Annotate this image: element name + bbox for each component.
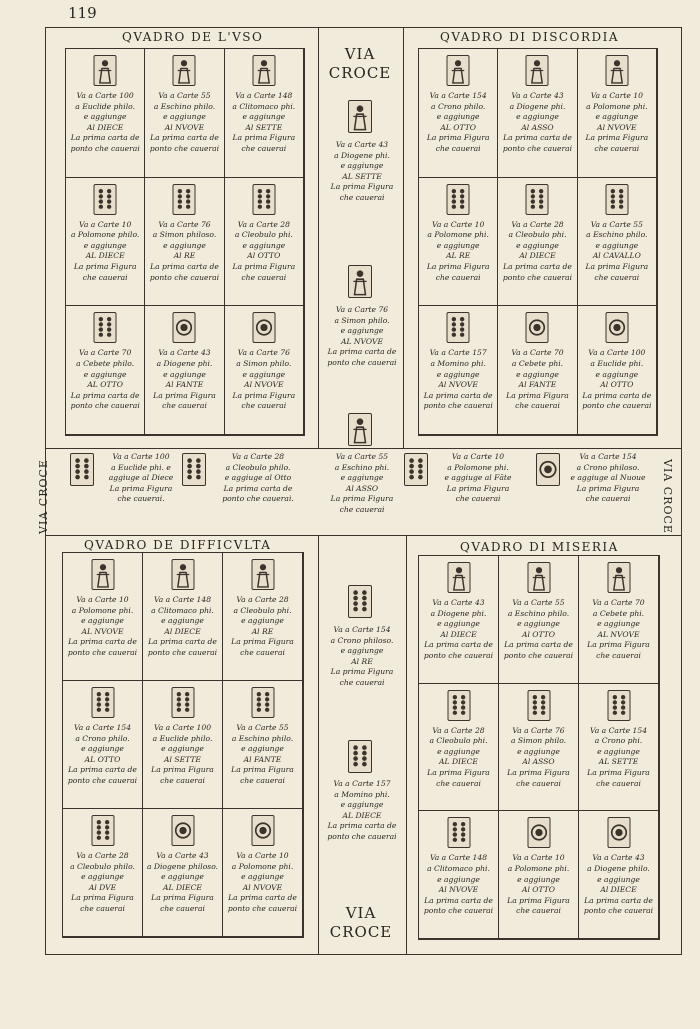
cell-text: Va a Carte 100 a Euclide phi. e aggiunge Al OTTO La prima carta de ponto che cauerai xyxy=(582,348,652,411)
cell-card-entry xyxy=(63,681,143,809)
cell-text: Va a Carte 10 a Polomone phi. e aggiunge Al NVOVE La prima Figura che cauerai xyxy=(585,91,649,153)
figure-card-icon xyxy=(526,55,549,86)
figure-card-icon xyxy=(173,55,196,86)
divider-right-col xyxy=(403,27,404,448)
cell-text: Va a Carte 43 a Diogene phi. e aggiunge Al DIECE La prima carta de ponto che cauerai xyxy=(423,598,494,660)
cell-card-entry xyxy=(419,306,498,435)
quadro-title-difficulta: QVADRO DE DIFFICVLTA xyxy=(84,538,272,552)
cell-text: Va a Carte 148 a Clitomaco phi. e aggiunge Al SETTE La prima Figura che cauerai xyxy=(232,91,296,153)
center-card-2 xyxy=(348,265,372,298)
cell-card-entry xyxy=(66,178,145,307)
cell-text: Va a Carte 76 a Simon philo. e aggiunge Al ASSO La prima Figura che cauerai xyxy=(507,725,570,788)
cell-card-entry xyxy=(223,681,303,809)
divider-left-col-b xyxy=(318,535,319,955)
figure-card-icon xyxy=(447,55,470,86)
dot-card-icon xyxy=(605,184,628,215)
cell-card-entry xyxy=(145,178,224,307)
cell-card-entry xyxy=(419,684,499,812)
cell-text: Va a Carte 55 a Eschino philo. e aggiunge Al NVOVE La prima carta de ponto che cauerai xyxy=(149,91,220,153)
quadro-title-uso: QVADRO DE L'VSO xyxy=(122,30,264,44)
cell-text: Va a Carte 10 a Polomone phi. e aggiunge Al NVOVE La prima carta de ponto che cauerai xyxy=(227,851,298,913)
via-croce-bottom: VIA CROCE xyxy=(329,904,393,941)
band-card-5 xyxy=(536,453,560,486)
cell-card-entry xyxy=(225,49,304,178)
cell-card-entry xyxy=(498,49,577,178)
dot-card-icon xyxy=(447,690,470,721)
coin-card-icon xyxy=(607,817,630,848)
cell-text: Va a Carte 148 a Clitomaco phi. e aggiunge Al DIECE La prima carta de ponto che cauerai xyxy=(147,595,218,657)
cell-text: Va a Carte 28 a Cleobulo phi. e aggiunge AL DIECE La prima Figura che cauerai xyxy=(427,725,490,788)
divider-left-col xyxy=(318,27,319,448)
cell-card-entry xyxy=(63,553,143,681)
divider-top xyxy=(45,448,682,449)
cell-text: Va a Carte 43 a Diogene philoso. e aggiunge AL DIECE La prima Figura che cauerai xyxy=(146,851,219,913)
dot-card-icon xyxy=(526,184,549,215)
band-text-4: Va a Carte 10 a Polomone phi. e aggiuge al Fāte La prima Figura che cauerai xyxy=(444,452,512,504)
cell-text: Va a Carte 28 a Cleobulo phi. e aggiunge Al OTTO La prima Figura che cauerai xyxy=(232,219,296,282)
dot-card-icon xyxy=(251,687,274,718)
cell-text: Va a Carte 28 a Cleobulo phi. e aggiunge Al RE La prima Figura che cauerai xyxy=(231,595,294,657)
figure-card-icon xyxy=(447,562,470,593)
dot-card-icon xyxy=(94,312,117,343)
cell-card-entry xyxy=(225,178,304,307)
cell-card-entry xyxy=(145,306,224,435)
cell-text: Va a Carte 76 a Simon philoso. e aggiunge Al RE La prima carta de ponto che cauerai xyxy=(149,219,220,282)
dot-card-icon xyxy=(252,184,275,215)
cell-text: Va a Carte 148 a Clitomaco phi. e aggiunge Al NVOVE La prima carta de ponto che cauerai xyxy=(423,853,494,916)
quadro-grid-miseria xyxy=(418,555,660,940)
quadro-title-discordia: QVADRO DI DISCORDIA xyxy=(440,30,620,44)
cell-text: Va a Carte 43 a Diogene philo. e aggiunge Al DIECE La prima carta de ponto che cauerai xyxy=(583,853,654,916)
cell-card-entry xyxy=(143,809,223,937)
quadro-title-miseria: QVADRO DI MISERIA xyxy=(460,540,619,554)
center-card-3 xyxy=(348,413,372,446)
cell-text: Va a Carte 55 a Eschino philo. e aggiunge Al CAVALLO La prima Figura che cauerai xyxy=(585,219,649,282)
cell-card-entry xyxy=(578,306,657,435)
coin-card-icon xyxy=(252,312,275,343)
dot-card-icon xyxy=(447,184,470,215)
cell-card-entry xyxy=(419,49,498,178)
cell-card-entry xyxy=(145,49,224,178)
band-text-1: Va a Carte 100 a Euclide phi. e aggiuge al Diece La prima Figura che cauerai. xyxy=(108,452,174,504)
coin-card-icon xyxy=(527,817,550,848)
quadro-grid-uso xyxy=(65,48,305,436)
cell-text: Va a Carte 55 a Eschino philo. e aggiunge Al OTTO La prima carta de ponto che cauerai xyxy=(503,598,574,660)
figure-card-icon xyxy=(252,55,275,86)
cell-text: Va a Carte 43 a Diogene phi. e aggiunge Al ASSO La prima carta de ponto che cauerai xyxy=(502,91,573,153)
cell-card-entry xyxy=(225,306,304,435)
center-text-5: Va a Carte 157 a Momino phi. e aggiunge AL DIECE La prima carta de ponto che cauerai xyxy=(327,779,397,841)
cell-text: Va a Carte 10 a Polomone philo. e aggiunge AL DIECE La prima Figura che cauerai xyxy=(70,219,140,282)
cell-card-entry xyxy=(419,811,499,939)
band-card-1 xyxy=(70,453,94,486)
dot-card-icon xyxy=(447,312,470,343)
dot-card-icon xyxy=(447,817,470,848)
cell-text: Va a Carte 70 a Cebete phi. e aggiunge AL NVOVE La prima Figura che cauerai xyxy=(587,598,650,660)
coin-card-icon xyxy=(251,815,274,846)
cell-card-entry xyxy=(66,49,145,178)
cell-text: Va a Carte 154 a Crono phi. e aggiunge AL SETTE La prima Figura che cauerai xyxy=(587,725,650,788)
center-text-1: Va a Carte 43 a Diogene phi. e aggiunge AL SETTE La prima Figura che cauerai xyxy=(330,140,394,202)
page-number: 119 xyxy=(68,4,97,22)
cell-text: Va a Carte 76 a Simon philo. e aggiunge Al NVOVE La prima Figura che cauerai xyxy=(232,348,296,411)
cell-card-entry xyxy=(498,306,577,435)
cell-card-entry xyxy=(419,178,498,307)
center-text-2: Va a Carte 76 a Simon philo. e aggiunge AL NVOVE La prima carta de ponto che cauerai xyxy=(327,305,397,367)
cell-text: Va a Carte 10 a Polomone phi. e aggiunge AL RE La prima Figura che cauerai xyxy=(426,219,490,282)
cell-card-entry xyxy=(499,811,579,939)
cell-card-entry xyxy=(223,809,303,937)
coin-card-icon xyxy=(526,312,549,343)
quadro-grid-discordia xyxy=(418,48,658,436)
center-card-4 xyxy=(348,585,372,618)
figure-card-icon xyxy=(605,55,628,86)
cell-card-entry xyxy=(498,178,577,307)
cell-text: Va a Carte 70 a Cebete phi. e aggiunge Al FANTE La prima Figura che cauerai xyxy=(506,348,569,411)
cell-card-entry xyxy=(579,556,659,684)
cell-card-entry xyxy=(63,809,143,937)
divider-right-col-b xyxy=(406,535,407,955)
cell-text: Va a Carte 157 a Momino phi. e aggiunge Al NVOVE La prima carta de ponto che cauerai xyxy=(423,348,493,411)
coin-card-icon xyxy=(173,312,196,343)
cell-text: Va a Carte 28 a Cleobulo phi. e aggiunge Al DIECE La prima carta de ponto che cauerai xyxy=(502,219,573,282)
cell-text: Va a Carte 10 a Polomone phi. e aggiunge AL NVOVE La prima carta de ponto che cauerai xyxy=(67,595,138,657)
center-card-5 xyxy=(348,740,372,773)
cell-card-entry xyxy=(143,681,223,809)
divider-bottom xyxy=(45,535,682,536)
cell-card-entry xyxy=(419,556,499,684)
cell-text: Va a Carte 43 a Diogene phi. e aggiunge Al FANTE La prima Figura che cauerai xyxy=(153,348,216,411)
dot-card-icon xyxy=(91,687,114,718)
dot-card-icon xyxy=(91,815,114,846)
cell-text: Va a Carte 10 a Polomone phi. e aggiunge Al OTTO La prima Figura che cauerai xyxy=(507,853,570,916)
via-croce-left: VIA CROCE xyxy=(36,459,50,534)
band-card-4 xyxy=(404,453,428,486)
coin-card-icon xyxy=(605,312,628,343)
cell-text: Va a Carte 28 a Cleobulo philo. e aggiunge Al DVE La prima Figura che cauerai xyxy=(70,851,135,913)
figure-card-icon xyxy=(94,55,117,86)
band-text-2: Va a Carte 28 a Cleobulo philo. e aggiuge al Otto La prima carta de ponto che cauerai. xyxy=(222,452,294,504)
cell-card-entry xyxy=(143,553,223,681)
cell-card-entry xyxy=(579,684,659,812)
cell-text: Va a Carte 154 a Crono philo. e aggiunge AL OTTO La prima Figura che cauerai xyxy=(426,91,490,153)
cell-text: Va a Carte 70 a Cebete philo. e aggiunge AL OTTO La prima carta de ponto che cauerai xyxy=(70,348,140,411)
dot-card-icon xyxy=(94,184,117,215)
figure-card-icon xyxy=(171,559,194,590)
dot-card-icon xyxy=(527,690,550,721)
dot-card-icon xyxy=(607,690,630,721)
cell-text: Va a Carte 154 a Crono philo. e aggiunge AL OTTO La prima carta de ponto che cauerai xyxy=(67,723,138,785)
dot-card-icon xyxy=(171,687,194,718)
cell-text: Va a Carte 100 a Euclide philo. e aggiunge Al DIECE La prima carta de ponto che cauerai xyxy=(70,91,140,153)
cell-card-entry xyxy=(499,556,579,684)
cell-card-entry xyxy=(579,811,659,939)
via-croce-top: VIA CROCE xyxy=(328,45,392,82)
center-card-1 xyxy=(348,100,372,133)
via-croce-right: VIA CROCE xyxy=(660,459,674,534)
figure-card-icon xyxy=(607,562,630,593)
figure-card-icon xyxy=(91,559,114,590)
band-text-5: Va a Carte 154 a Crono philoso. e aggiuge al Nuoue La prima Figura che cauerai xyxy=(570,452,646,504)
dot-card-icon xyxy=(173,184,196,215)
center-text-4: Va a Carte 154 a Crono philoso. e aggiunge Al RE La prima Figura che cauerai xyxy=(330,625,394,687)
cell-text: Va a Carte 55 a Eschino philo. e aggiunge Al FANTE La prima Figura che cauerai xyxy=(231,723,294,785)
band-text-3: Va a Carte 55 a Eschino phi. e aggiunge Al ASSO La prima Figura che cauerai xyxy=(330,452,394,514)
cell-card-entry xyxy=(223,553,303,681)
cell-text: Va a Carte 100 a Euclide philo. e aggiunge Al SETTE La prima Figura che cauerai xyxy=(151,723,214,785)
cell-card-entry xyxy=(578,178,657,307)
figure-card-icon xyxy=(251,559,274,590)
band-card-2 xyxy=(182,453,206,486)
cell-card-entry xyxy=(66,306,145,435)
cell-card-entry xyxy=(499,684,579,812)
quadro-grid-difficulta xyxy=(62,552,304,938)
coin-card-icon xyxy=(171,815,194,846)
figure-card-icon xyxy=(527,562,550,593)
cell-card-entry xyxy=(578,49,657,178)
